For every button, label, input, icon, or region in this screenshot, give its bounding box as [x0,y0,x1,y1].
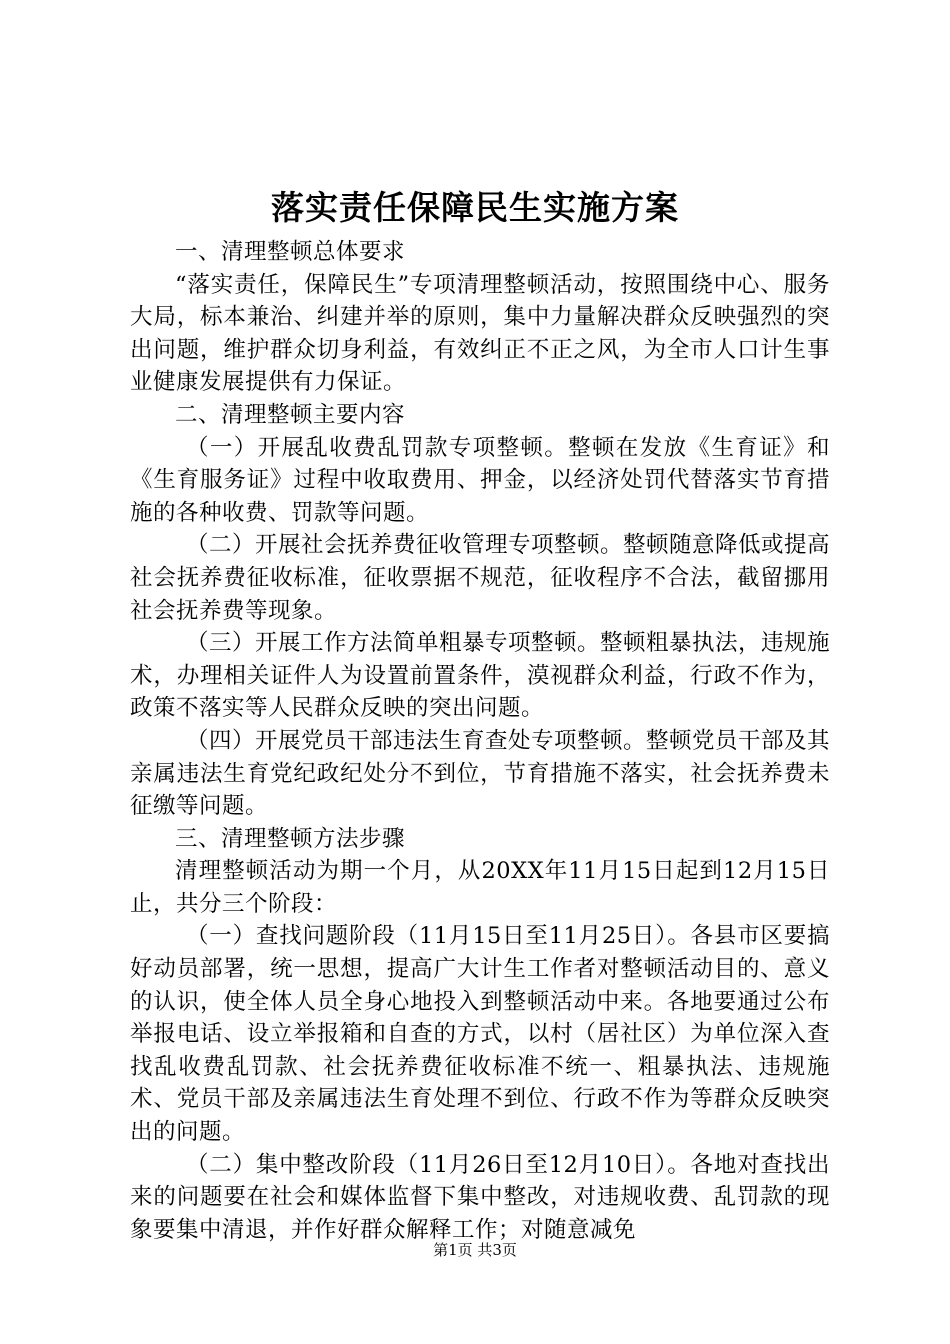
section-heading-3: 三、清理整顿方法步骤 [175,825,406,852]
paragraph-item-3: （三）开展工作方法简单粗暴专项整顿。整顿粗暴执法，违规施术，办理相关证件人为设置前置条件，漠视群众利益，行政不作为，政策不落实等人民群众反映的突出问题。 [130,630,831,722]
paragraph-schedule: 清理整顿活动为期一个月，从20XX年11月15日起到12月15日止，共分三个阶段： [130,858,830,917]
paragraph-item-1: （一）开展乱收费乱罚款专项整顿。整顿在发放《生育证》和《生育服务证》过程中收取费用、押金，以经济处罚代替落实节育措施的各种收费、罚款等问题。 [130,434,830,526]
paragraph-item-4: （四）开展党员干部违法生育查处专项整顿。整顿党员干部及其亲属违法生育党纪政纪处分不到位，节育措施不落实，社会抚养费未征缴等问题。 [130,727,831,820]
document-body [130,236,830,1246]
page-footer: 第1页 共3页 [433,1241,517,1259]
paragraph-overview: “落实责任，保障民生”专项清理整顿活动，按照围绕中心、服务大局，标本兼治、纠建并举的原则，集中力量解决群众反映强烈的突出问题，维护群众切身利益，有效纠正不正之风，为全市人口计生事业健康发展提供有力保证。 [130,271,830,396]
paragraph-stage-1: （一）查找问题阶段（11月15日至11月25日）。各县市区要搞好动员部署，统一思想，提高广大计生工作者对整顿活动目的、意义的认识，使全体人员全身心地投入到整顿活动中来。各地要通过公布举报电话、设立举报箱和自查的方式，以村（居社区）为单位深入查找乱收费乱罚款、社会抚养费征收标准不统一、粗暴执法、违规施术、党员干部及亲属违法生育处理不到位、行政不作为等群众反映突出的问题。 [130,923,830,1146]
section-heading-1: 一、清理整顿总体要求 [175,239,406,265]
paragraph-stage-2: （二）集中整改阶段（11月26日至12月10日）。各地对查找出来的问题要在社会和媒体监督下集中整改，对违规收费、乱罚款的现象要集中清退，并作好群众解释工作；对随意减免 [130,1151,830,1243]
document-title: 落实责任保障民生实施方案 [271,188,679,227]
section-heading-2: 二、清理整顿主要内容 [175,401,406,428]
paragraph-item-2: （二）开展社会抚养费征收管理专项整顿。整顿随意降低或提高社会抚养费征收标准，征收票据不规范，征收程序不合法，截留挪用社会抚养费等现象。 [130,532,831,624]
